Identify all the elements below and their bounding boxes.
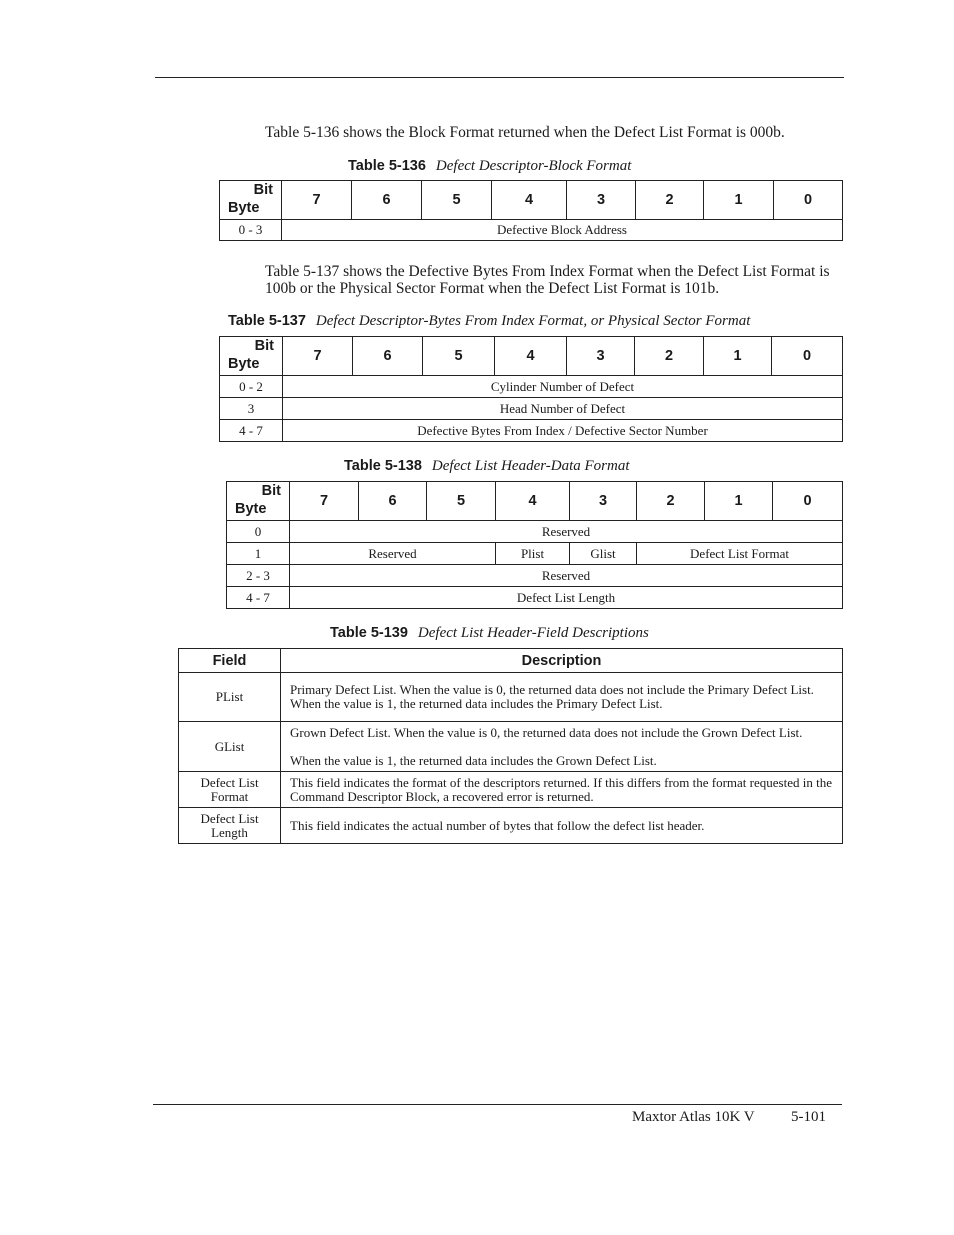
- field-cell: Defect List Length: [290, 587, 843, 609]
- field-column-header: Field: [179, 649, 281, 673]
- table-row: [220, 220, 843, 241]
- bit-4-header: 4: [496, 482, 570, 521]
- bit-4-header: 4: [495, 337, 567, 376]
- table-row: [220, 420, 843, 442]
- intro-paragraph-137: Table 5-137 shows the Defective Bytes From Index Format when the Defect List Format is 100b or the Physical Sector Format when the Defect List Format is 101b.: [265, 263, 830, 297]
- bit-1-header: 1: [705, 482, 773, 521]
- byte-cell: 4 - 7: [220, 420, 283, 442]
- bit-0-header: 0: [772, 337, 843, 376]
- table-136-number: Table 5-136: [348, 158, 426, 174]
- intro-paragraph-136: Table 5-136 shows the Block Format returned when the Defect List Format is 000b.: [265, 124, 785, 141]
- footer-product-name: Maxtor Atlas 10K V: [632, 1109, 755, 1125]
- description-cell: This field indicates the format of the descriptors returned. If this differs from the format requested in the Command Descriptor Block, a recovered error is returned.: [281, 772, 843, 808]
- bit-byte-header: Bit Byte: [220, 181, 282, 220]
- bit-6-header: 6: [359, 482, 427, 521]
- byte-cell: 4 - 7: [227, 587, 290, 609]
- table-row: [179, 772, 843, 808]
- field-cell: Defective Bytes From Index / Defective Sector Number: [283, 420, 843, 442]
- top-rule: [155, 77, 844, 78]
- bit-byte-header: Bit Byte: [220, 337, 283, 376]
- table-row: [179, 808, 843, 844]
- bit-7-header: 7: [282, 181, 352, 220]
- description-column-header: Description: [281, 649, 843, 673]
- bit-5-header: 5: [427, 482, 496, 521]
- bit-2-header: 2: [637, 482, 705, 521]
- byte-cell: 1: [227, 543, 290, 565]
- bit-7-header: 7: [290, 482, 359, 521]
- bottom-rule: [153, 1104, 842, 1105]
- byte-cell: 2 - 3: [227, 565, 290, 587]
- bit-1-header: 1: [704, 337, 772, 376]
- field-name-cell: Defect List Format: [179, 772, 281, 808]
- table-row: [179, 673, 843, 722]
- table-137: [219, 336, 843, 442]
- table-row: [220, 398, 843, 420]
- footer-page-number: 5-101: [791, 1109, 826, 1125]
- bit-3-header: 3: [567, 181, 636, 220]
- description-cell: Primary Defect List. When the value is 0, the returned data does not include the Primary Defect List. When the value is 1, the returned data includes the Primary Defect List.: [281, 673, 843, 722]
- table-138: [226, 481, 843, 609]
- bit-6-header: 6: [353, 337, 423, 376]
- bit-0-header: 0: [773, 482, 843, 521]
- table-139-caption: [330, 625, 649, 642]
- defect-list-format-cell: Defect List Format: [637, 543, 843, 565]
- field-cell: Cylinder Number of Defect: [283, 376, 843, 398]
- bit-1-header: 1: [704, 181, 774, 220]
- table-139: [178, 648, 843, 844]
- bit-2-header: 2: [635, 337, 704, 376]
- reserved-cell: Reserved: [290, 543, 496, 565]
- description-cell: This field indicates the actual number of bytes that follow the defect list header.: [281, 808, 843, 844]
- table-137-caption: [228, 313, 750, 330]
- table-row: [220, 376, 843, 398]
- bit-4-header: 4: [492, 181, 567, 220]
- table-138-caption: [344, 458, 630, 475]
- byte-cell: 0: [227, 521, 290, 543]
- bit-6-header: 6: [352, 181, 422, 220]
- bit-2-header: 2: [636, 181, 704, 220]
- bit-0-header: 0: [774, 181, 843, 220]
- description-cell: Grown Defect List. When the value is 0, the returned data does not include the Grown Defect List. When the value is 1, the returned data includes the Grown Defect List.: [281, 722, 843, 772]
- bit-byte-header: Bit Byte: [227, 482, 290, 521]
- byte-cell: 0 - 2: [220, 376, 283, 398]
- table-136: [219, 180, 843, 241]
- field-cell: Defective Block Address: [282, 220, 843, 241]
- bit-5-header: 5: [423, 337, 495, 376]
- table-137-title: Defect Descriptor-Bytes From Index Format, or Physical Sector Format: [315, 313, 751, 329]
- field-cell: Reserved: [290, 565, 843, 587]
- bit-3-header: 3: [570, 482, 637, 521]
- field-cell: Head Number of Defect: [283, 398, 843, 420]
- table-row: [227, 587, 843, 609]
- plist-cell: Plist: [496, 543, 570, 565]
- table-136-caption: [348, 158, 631, 175]
- table-138-title: Defect List Header-Data Format: [431, 458, 630, 474]
- byte-cell: 3: [220, 398, 283, 420]
- table-139-title: Defect List Header-Field Descriptions: [417, 625, 649, 641]
- field-name-cell: GList: [179, 722, 281, 772]
- table-136-title: Defect Descriptor-Block Format: [435, 158, 632, 174]
- bit-5-header: 5: [422, 181, 492, 220]
- table-row: [227, 543, 843, 565]
- table-row: [179, 722, 843, 772]
- bit-7-header: 7: [283, 337, 353, 376]
- bit-3-header: 3: [567, 337, 635, 376]
- table-139-number: Table 5-139: [330, 625, 408, 641]
- byte-cell: 0 - 3: [220, 220, 282, 241]
- field-cell: Reserved: [290, 521, 843, 543]
- field-name-cell: Defect List Length: [179, 808, 281, 844]
- glist-cell: Glist: [570, 543, 637, 565]
- table-row: [227, 565, 843, 587]
- table-137-number: Table 5-137: [228, 313, 306, 329]
- table-row: [227, 521, 843, 543]
- table-138-number: Table 5-138: [344, 458, 422, 474]
- field-name-cell: PList: [179, 673, 281, 722]
